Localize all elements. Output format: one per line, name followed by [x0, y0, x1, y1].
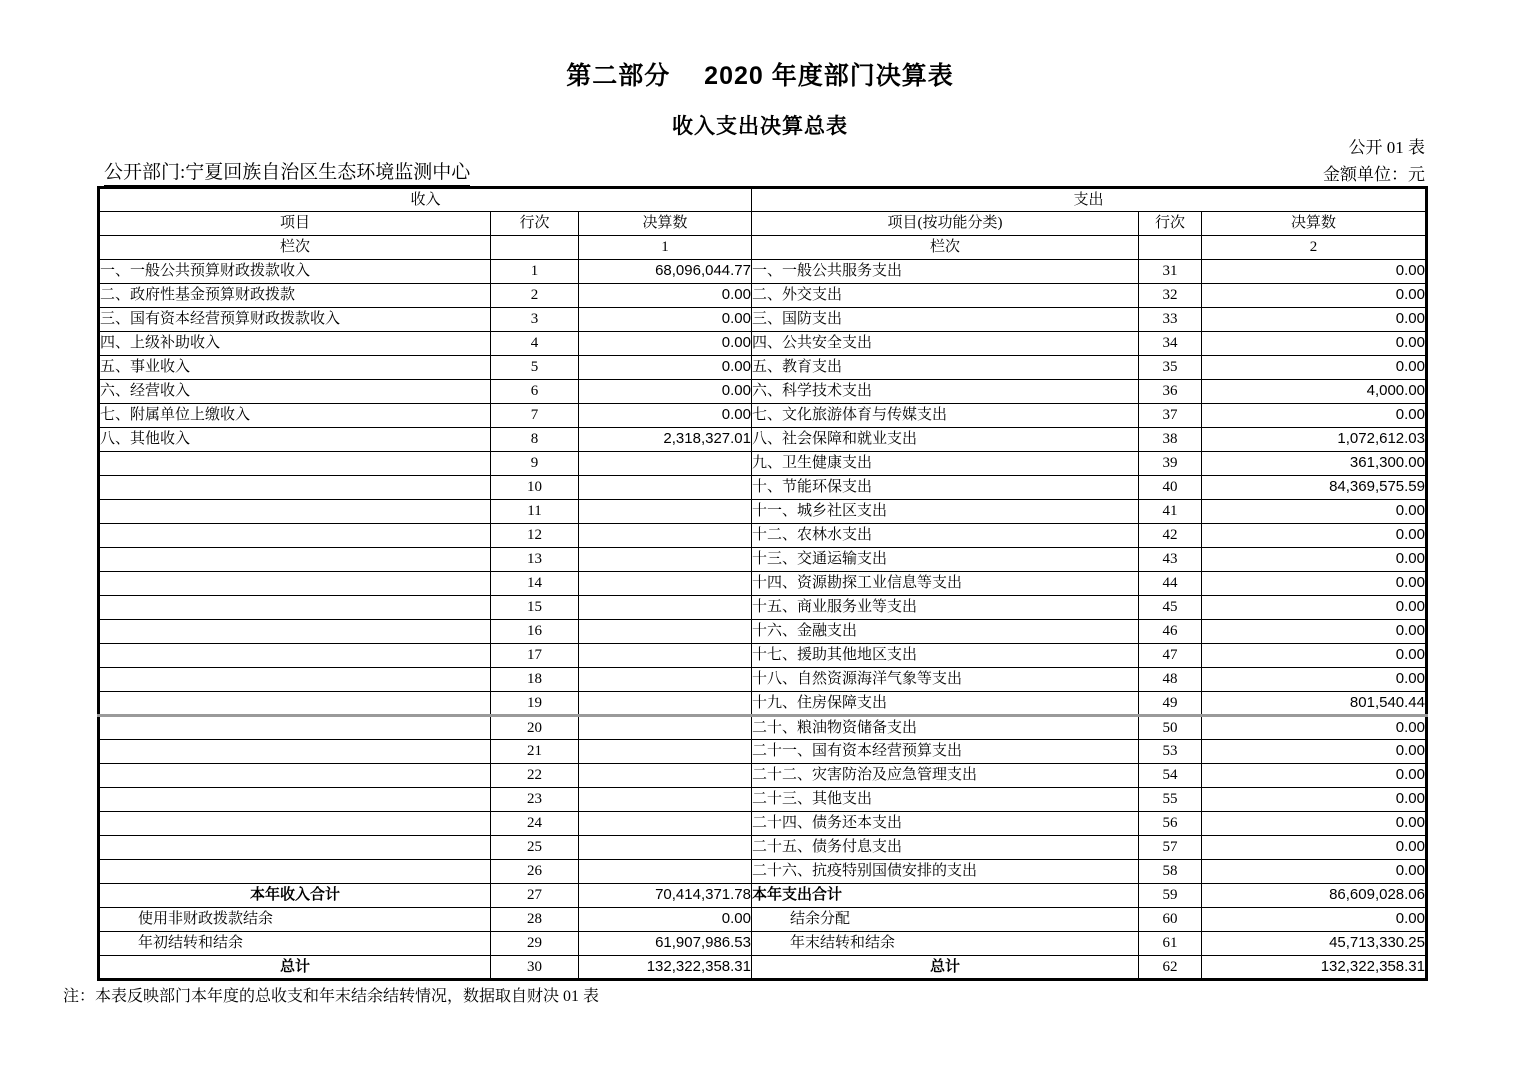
expense-line-cell: 36 — [1139, 380, 1202, 404]
expense-item-cell: 二十一、国有资本经营预算支出 — [752, 740, 1139, 764]
expense-item-cell: 三、国防支出 — [752, 308, 1139, 332]
expense-item-cell: 二十三、其他支出 — [752, 788, 1139, 812]
income-line-cell: 25 — [491, 836, 579, 860]
table-row — [99, 668, 1427, 692]
income-item-cell — [99, 812, 491, 836]
income-lanci-label: 栏次 — [99, 236, 491, 260]
table-row — [99, 548, 1427, 572]
income-line-cell: 23 — [491, 788, 579, 812]
expense-item-cell: 二十六、抗疫特别国债安排的支出 — [752, 860, 1139, 884]
expense-amount-cell: 0.00 — [1202, 620, 1427, 644]
income-item-cell: 一、一般公共预算财政拨款收入 — [99, 260, 491, 284]
income-item-cell: 六、经营收入 — [99, 380, 491, 404]
income-amount-cell: 0.00 — [579, 332, 752, 356]
expense-item-cell: 十八、自然资源海洋气象等支出 — [752, 668, 1139, 692]
expense-item-cell: 九、卫生健康支出 — [752, 452, 1139, 476]
income-item-cell — [99, 620, 491, 644]
table-row — [99, 764, 1427, 788]
expense-column-number: 2 — [1202, 236, 1427, 260]
table-row — [99, 620, 1427, 644]
income-amount-cell — [579, 452, 752, 476]
income-item-cell — [99, 788, 491, 812]
expense-line-cell: 45 — [1139, 596, 1202, 620]
income-item-cell — [99, 476, 491, 500]
income-amount-cell — [579, 764, 752, 788]
income-item-cell: 四、上级补助收入 — [99, 332, 491, 356]
expense-lanci-label: 栏次 — [752, 236, 1139, 260]
expense-line-cell: 55 — [1139, 788, 1202, 812]
expense-item-cell: 二十、粮油物资储备支出 — [752, 716, 1139, 740]
column-header-row — [99, 212, 1427, 236]
table-row — [99, 380, 1427, 404]
income-item-cell — [99, 716, 491, 740]
income-amount-cell: 70,414,371.78 — [579, 884, 752, 908]
expense-item-cell: 十六、金融支出 — [752, 620, 1139, 644]
income-amount-cell — [579, 788, 752, 812]
page-subtitle: 收入支出决算总表 — [672, 115, 848, 138]
expense-item-cell: 十二、农林水支出 — [752, 524, 1139, 548]
income-line-cell: 5 — [491, 356, 579, 380]
expense-amount-cell: 1,072,612.03 — [1202, 428, 1427, 452]
income-amount-cell: 0.00 — [579, 284, 752, 308]
expense-amount-cell: 0.00 — [1202, 404, 1427, 428]
section-header-row — [99, 188, 1427, 212]
income-line-cell: 15 — [491, 596, 579, 620]
income-item-cell — [99, 764, 491, 788]
expense-line-cell: 57 — [1139, 836, 1202, 860]
table-row — [99, 836, 1427, 860]
expense-line-cell: 54 — [1139, 764, 1202, 788]
expense-item-cell: 五、教育支出 — [752, 356, 1139, 380]
expense-amount-cell: 0.00 — [1202, 836, 1427, 860]
expense-line-cell: 48 — [1139, 668, 1202, 692]
table-row — [99, 308, 1427, 332]
table-row — [99, 692, 1427, 716]
income-line-header: 行次 — [491, 212, 579, 236]
income-line-cell: 20 — [491, 716, 579, 740]
expense-item-cell: 二十四、债务还本支出 — [752, 812, 1139, 836]
expense-amount-cell: 0.00 — [1202, 308, 1427, 332]
table-row — [99, 428, 1427, 452]
expense-line-cell: 46 — [1139, 620, 1202, 644]
income-line-cell: 13 — [491, 548, 579, 572]
expense-item-header: 项目(按功能分类) — [752, 212, 1139, 236]
expense-line-cell: 60 — [1139, 908, 1202, 932]
income-line-cell: 30 — [491, 956, 579, 980]
income-lanci-spacer — [491, 236, 579, 260]
final-accounts-table — [97, 186, 1428, 981]
table-row — [99, 524, 1427, 548]
expense-line-cell: 44 — [1139, 572, 1202, 596]
income-amount-cell — [579, 716, 752, 740]
table-row — [99, 284, 1427, 308]
expense-amount-cell: 0.00 — [1202, 572, 1427, 596]
table-row — [99, 932, 1427, 956]
expense-line-cell: 59 — [1139, 884, 1202, 908]
table-row — [99, 500, 1427, 524]
expense-section-header: 支出 — [752, 188, 1427, 212]
expense-item-cell: 总计 — [752, 956, 1139, 980]
income-amount-cell — [579, 740, 752, 764]
page-title: 第二部分 2020 年度部门决算表 — [566, 62, 954, 90]
income-amount-cell — [579, 812, 752, 836]
expense-amount-cell: 0.00 — [1202, 668, 1427, 692]
income-line-cell: 19 — [491, 692, 579, 716]
expense-item-cell: 一、一般公共服务支出 — [752, 260, 1139, 284]
expense-item-cell: 七、文化旅游体育与传媒支出 — [752, 404, 1139, 428]
income-line-cell: 2 — [491, 284, 579, 308]
income-item-cell — [99, 668, 491, 692]
expense-line-header: 行次 — [1139, 212, 1202, 236]
income-item-cell: 本年收入合计 — [99, 884, 491, 908]
expense-line-cell: 39 — [1139, 452, 1202, 476]
income-line-cell: 26 — [491, 860, 579, 884]
footnote: 注：本表反映部门本年度的总收支和年末结余结转情况，数据取自财决 01 表 — [63, 988, 600, 1005]
income-item-cell — [99, 524, 491, 548]
income-section-header: 收入 — [99, 188, 752, 212]
income-amount-cell: 132,322,358.31 — [579, 956, 752, 980]
income-line-cell: 22 — [491, 764, 579, 788]
table-row — [99, 476, 1427, 500]
expense-amount-cell: 0.00 — [1202, 332, 1427, 356]
expense-line-cell: 32 — [1139, 284, 1202, 308]
expense-line-cell: 42 — [1139, 524, 1202, 548]
table-row — [99, 788, 1427, 812]
expense-amount-cell: 132,322,358.31 — [1202, 956, 1427, 980]
expense-line-cell: 62 — [1139, 956, 1202, 980]
table-row — [99, 332, 1427, 356]
table-row — [99, 956, 1427, 980]
expense-line-cell: 38 — [1139, 428, 1202, 452]
income-line-cell: 11 — [491, 500, 579, 524]
expense-item-cell: 六、科学技术支出 — [752, 380, 1139, 404]
table-code-label: 公开 01 表 — [1348, 138, 1425, 157]
expense-amount-cell: 0.00 — [1202, 356, 1427, 380]
expense-amount-cell: 0.00 — [1202, 740, 1427, 764]
expense-amount-cell: 0.00 — [1202, 284, 1427, 308]
income-line-cell: 14 — [491, 572, 579, 596]
expense-amount-cell: 0.00 — [1202, 812, 1427, 836]
income-amount-cell — [579, 476, 752, 500]
expense-line-cell: 33 — [1139, 308, 1202, 332]
table-row — [99, 596, 1427, 620]
income-line-cell: 3 — [491, 308, 579, 332]
income-item-cell — [99, 692, 491, 716]
income-item-cell: 七、附属单位上缴收入 — [99, 404, 491, 428]
expense-line-cell: 34 — [1139, 332, 1202, 356]
expense-amount-cell: 84,369,575.59 — [1202, 476, 1427, 500]
expense-item-cell: 结余分配 — [752, 908, 1139, 932]
expense-item-cell: 四、公共安全支出 — [752, 332, 1139, 356]
expense-amount-cell: 0.00 — [1202, 596, 1427, 620]
income-amount-cell — [579, 524, 752, 548]
income-line-cell: 12 — [491, 524, 579, 548]
income-line-cell: 10 — [491, 476, 579, 500]
income-amount-cell — [579, 692, 752, 716]
expense-lanci-spacer — [1139, 236, 1202, 260]
table-row — [99, 644, 1427, 668]
income-line-cell: 21 — [491, 740, 579, 764]
income-amount-cell — [579, 644, 752, 668]
expense-line-cell: 47 — [1139, 644, 1202, 668]
income-line-cell: 4 — [491, 332, 579, 356]
expense-amount-cell: 0.00 — [1202, 500, 1427, 524]
income-item-cell — [99, 596, 491, 620]
income-line-cell: 1 — [491, 260, 579, 284]
income-line-cell: 24 — [491, 812, 579, 836]
income-line-cell: 18 — [491, 668, 579, 692]
income-amount-cell: 68,096,044.77 — [579, 260, 752, 284]
expense-amount-cell: 801,540.44 — [1202, 692, 1427, 716]
expense-amount-cell: 45,713,330.25 — [1202, 932, 1427, 956]
income-line-cell: 9 — [491, 452, 579, 476]
table-row — [99, 740, 1427, 764]
amount-unit-label: 金额单位：元 — [1323, 160, 1425, 187]
expense-amount-cell: 0.00 — [1202, 716, 1427, 740]
income-item-cell — [99, 860, 491, 884]
expense-amount-cell: 0.00 — [1202, 908, 1427, 932]
expense-amount-cell: 86,609,028.06 — [1202, 884, 1427, 908]
table-row — [99, 812, 1427, 836]
expense-amount-cell: 361,300.00 — [1202, 452, 1427, 476]
income-item-cell: 三、国有资本经营预算财政拨款收入 — [99, 308, 491, 332]
expense-amount-cell: 0.00 — [1202, 548, 1427, 572]
income-amount-cell: 0.00 — [579, 380, 752, 404]
income-line-cell: 6 — [491, 380, 579, 404]
income-amount-cell — [579, 620, 752, 644]
income-amount-cell — [579, 596, 752, 620]
expense-item-cell: 八、社会保障和就业支出 — [752, 428, 1139, 452]
expense-line-cell: 53 — [1139, 740, 1202, 764]
income-amount-cell: 0.00 — [579, 308, 752, 332]
expense-amount-cell: 0.00 — [1202, 644, 1427, 668]
expense-line-cell: 49 — [1139, 692, 1202, 716]
income-amount-cell — [579, 500, 752, 524]
table-row — [99, 404, 1427, 428]
expense-item-cell: 十九、住房保障支出 — [752, 692, 1139, 716]
income-amount-cell — [579, 836, 752, 860]
income-amount-cell: 61,907,986.53 — [579, 932, 752, 956]
income-item-cell — [99, 836, 491, 860]
income-item-cell — [99, 500, 491, 524]
income-line-cell: 29 — [491, 932, 579, 956]
expense-amount-cell: 4,000.00 — [1202, 380, 1427, 404]
table-body — [99, 260, 1427, 980]
income-item-cell: 五、事业收入 — [99, 356, 491, 380]
expense-line-cell: 31 — [1139, 260, 1202, 284]
income-amount-cell — [579, 668, 752, 692]
income-amount-cell: 0.00 — [579, 404, 752, 428]
expense-item-cell: 十四、资源勘探工业信息等支出 — [752, 572, 1139, 596]
expense-item-cell: 十、节能环保支出 — [752, 476, 1139, 500]
expense-item-cell: 十三、交通运输支出 — [752, 548, 1139, 572]
income-amount-cell: 2,318,327.01 — [579, 428, 752, 452]
income-item-cell — [99, 644, 491, 668]
expense-amount-cell: 0.00 — [1202, 860, 1427, 884]
expense-amount-cell: 0.00 — [1202, 260, 1427, 284]
income-line-cell: 7 — [491, 404, 579, 428]
income-amount-cell: 0.00 — [579, 908, 752, 932]
income-amount-cell — [579, 860, 752, 884]
expense-item-cell: 二、外交支出 — [752, 284, 1139, 308]
expense-amount-cell: 0.00 — [1202, 788, 1427, 812]
expense-line-cell: 35 — [1139, 356, 1202, 380]
expense-amount-cell: 0.00 — [1202, 764, 1427, 788]
column-number-row — [99, 236, 1427, 260]
income-line-cell: 8 — [491, 428, 579, 452]
expense-line-cell: 37 — [1139, 404, 1202, 428]
income-item-cell: 年初结转和结余 — [99, 932, 491, 956]
income-item-cell — [99, 452, 491, 476]
expense-line-cell: 56 — [1139, 812, 1202, 836]
expense-line-cell: 61 — [1139, 932, 1202, 956]
expense-item-cell: 本年支出合计 — [752, 884, 1139, 908]
expense-item-cell: 十五、商业服务业等支出 — [752, 596, 1139, 620]
expense-item-cell: 年末结转和结余 — [752, 932, 1139, 956]
expense-item-cell: 十一、城乡社区支出 — [752, 500, 1139, 524]
table-row — [99, 860, 1427, 884]
expense-amount-header: 决算数 — [1202, 212, 1427, 236]
department-label: 公开部门:宁夏回族自治区生态环境监测中心 — [104, 157, 470, 186]
table-row — [99, 908, 1427, 932]
income-item-cell — [99, 548, 491, 572]
expense-item-cell: 十七、援助其他地区支出 — [752, 644, 1139, 668]
income-amount-cell — [579, 572, 752, 596]
income-item-cell: 八、其他收入 — [99, 428, 491, 452]
table-row — [99, 572, 1427, 596]
expense-line-cell: 43 — [1139, 548, 1202, 572]
expense-item-cell: 二十五、债务付息支出 — [752, 836, 1139, 860]
income-item-cell — [99, 572, 491, 596]
table-row — [99, 884, 1427, 908]
income-item-header: 项目 — [99, 212, 491, 236]
income-line-cell: 17 — [491, 644, 579, 668]
income-item-cell: 二、政府性基金预算财政拨款 — [99, 284, 491, 308]
table-row — [99, 716, 1427, 740]
income-line-cell: 28 — [491, 908, 579, 932]
expense-line-cell: 58 — [1139, 860, 1202, 884]
income-item-cell — [99, 740, 491, 764]
expense-line-cell: 41 — [1139, 500, 1202, 524]
income-amount-cell — [579, 548, 752, 572]
income-line-cell: 27 — [491, 884, 579, 908]
table-row — [99, 260, 1427, 284]
expense-line-cell: 40 — [1139, 476, 1202, 500]
income-item-cell: 总计 — [99, 956, 491, 980]
table-row — [99, 452, 1427, 476]
expense-line-cell: 50 — [1139, 716, 1202, 740]
income-amount-cell: 0.00 — [579, 356, 752, 380]
income-column-number: 1 — [579, 236, 752, 260]
income-item-cell: 使用非财政拨款结余 — [99, 908, 491, 932]
expense-amount-cell: 0.00 — [1202, 524, 1427, 548]
income-amount-header: 决算数 — [579, 212, 752, 236]
income-line-cell: 16 — [491, 620, 579, 644]
table-row — [99, 356, 1427, 380]
expense-item-cell: 二十二、灾害防治及应急管理支出 — [752, 764, 1139, 788]
